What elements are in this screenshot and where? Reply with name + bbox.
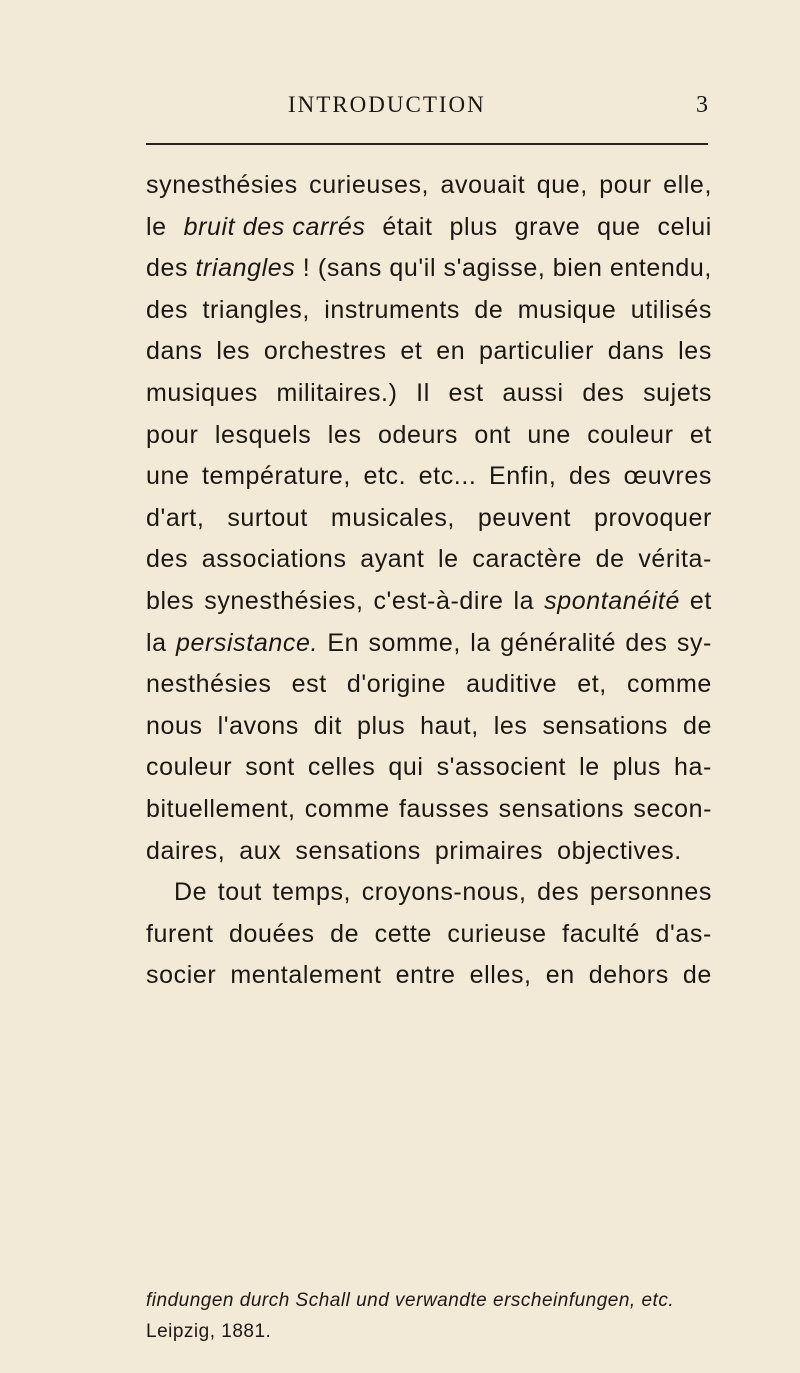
word: sensations (542, 711, 668, 740)
word: aussi (502, 378, 564, 407)
word: socier (146, 961, 217, 990)
text-line (146, 373, 712, 415)
running-header (146, 92, 708, 122)
text-line (146, 498, 712, 540)
body-paragraphs (146, 165, 712, 997)
word: ! (sans (302, 254, 383, 283)
word: les (327, 420, 362, 449)
word: comme (626, 670, 712, 699)
word: militaires.) (276, 378, 398, 407)
word: dans (607, 337, 665, 366)
word: sensations (295, 836, 421, 865)
text-line (146, 955, 712, 997)
word: somme, (368, 628, 461, 657)
word: furent (146, 919, 214, 948)
text-line (146, 831, 712, 873)
text-line (146, 539, 712, 581)
word: des (582, 378, 625, 407)
footnote-title: findungen durch Schall und verwandte erscheinfungen, etc. (146, 1290, 675, 1311)
word: particulier (479, 337, 594, 366)
word: Il (416, 378, 430, 407)
word: utilisés (630, 295, 712, 324)
word: ayant (360, 545, 425, 574)
word: le (438, 545, 459, 574)
word: de (595, 545, 625, 574)
word: triangles, (202, 295, 310, 324)
word: curieuse (447, 919, 547, 948)
word: personnes (589, 878, 712, 907)
word: des (146, 545, 189, 574)
word: une (527, 420, 571, 449)
word: elles, (469, 961, 532, 990)
word: cette (374, 919, 432, 948)
text-line (146, 248, 712, 290)
word: celui (657, 212, 712, 241)
word: le (579, 753, 600, 782)
footnote-imprint: Leipzig, 1881. (146, 1321, 272, 1342)
word: dans (146, 337, 203, 366)
word: caractère (472, 545, 582, 574)
word: des (537, 878, 580, 907)
word: ont (474, 420, 511, 449)
word: d'art, (146, 503, 205, 532)
page-number: 3 (696, 92, 708, 118)
word: le (146, 212, 167, 241)
word: qu'il (389, 254, 437, 283)
word: c'est-à-dire (373, 586, 504, 615)
word: de (474, 295, 504, 324)
word: dehors (588, 961, 669, 990)
word: qui (388, 753, 424, 782)
word: la (470, 628, 491, 657)
word: de (330, 919, 360, 948)
running-title: INTRODUCTION (288, 92, 486, 117)
word: En (327, 628, 360, 657)
word: associations (201, 545, 347, 574)
word: une (146, 462, 190, 491)
word: objectives. (557, 836, 682, 865)
word: couleur (587, 420, 674, 449)
word: et (400, 337, 423, 366)
text-line (146, 914, 712, 956)
word: sont (245, 753, 295, 782)
word: les (216, 337, 251, 366)
word: bien (552, 254, 603, 283)
word: Enfin, (488, 462, 557, 491)
text-line (146, 581, 712, 623)
text-line (146, 872, 712, 914)
word: celles (307, 753, 376, 782)
text-line (146, 207, 712, 249)
word: la (513, 586, 535, 615)
word: surtout (227, 503, 308, 532)
word: s'agisse, (443, 254, 546, 283)
word: des (146, 254, 189, 283)
word: primaires (434, 836, 544, 865)
text-line (146, 331, 712, 373)
word: orchestres (263, 337, 387, 366)
word: mentalement (230, 961, 382, 990)
footnote-line (146, 1316, 716, 1347)
word: est (291, 670, 327, 699)
word: en (436, 337, 466, 366)
word: musiques (146, 378, 258, 407)
text-line (146, 706, 712, 748)
word: sy- (676, 628, 712, 657)
word: musicales, (330, 503, 455, 532)
word: elle, (663, 171, 712, 199)
word: grave (514, 212, 581, 241)
word: de (682, 961, 712, 990)
footnote-line (146, 1285, 716, 1316)
word: et (689, 586, 712, 615)
word: avouait (440, 171, 526, 199)
word: couleur (146, 753, 233, 782)
word: entre (395, 961, 456, 990)
word: peuvent (477, 503, 572, 532)
word: auditive (466, 670, 558, 699)
footnote (146, 1285, 716, 1347)
word: en (545, 961, 575, 990)
text-line (146, 623, 712, 665)
word: provoquer (594, 503, 712, 532)
word: nous (146, 711, 203, 740)
word: pour (599, 171, 652, 199)
word: que (597, 212, 641, 241)
word: croyons-nous, (361, 878, 527, 907)
word: la (146, 628, 167, 657)
word: s'associent (436, 753, 567, 782)
word: triangles (195, 254, 296, 283)
word: synesthésies (146, 171, 298, 199)
word: les (493, 711, 528, 740)
word: œuvres (623, 462, 712, 491)
word: instruments (324, 295, 461, 324)
word: plus (612, 753, 661, 782)
word: et (689, 420, 712, 449)
word: etc. (363, 462, 407, 491)
word: température, (202, 462, 351, 491)
word: sujets (643, 378, 712, 407)
word: entendu, (609, 254, 712, 283)
word: tout (217, 878, 262, 907)
word: lesquels (214, 420, 312, 449)
text-line (146, 165, 712, 207)
word: d'origine (346, 670, 447, 699)
word: que, (536, 171, 588, 199)
header-rule (146, 143, 708, 145)
word: faculté (562, 919, 641, 948)
word: temps, (272, 878, 352, 907)
word: persistance. (176, 628, 318, 657)
word: nesthésies (146, 670, 272, 699)
word: etc... (418, 462, 477, 491)
word: pour (146, 420, 199, 449)
word: des (568, 462, 612, 491)
word: haut, (420, 711, 479, 740)
word: est (448, 378, 484, 407)
word: daires, (146, 836, 226, 865)
word: aux (239, 836, 282, 865)
word: des (146, 295, 189, 324)
word: curieuses, (309, 171, 430, 199)
word: dit (313, 711, 342, 740)
word: l'avons (217, 711, 299, 740)
word: plus (449, 212, 498, 241)
word: et, (577, 670, 607, 699)
text-line (146, 290, 712, 332)
word: comme (304, 794, 390, 823)
word: plus (356, 711, 406, 740)
word: synesthésies, (204, 586, 364, 615)
word: d'as- (655, 919, 712, 948)
word: généralité (500, 628, 617, 657)
word: bituellement, (146, 794, 296, 823)
word: vérita- (638, 545, 712, 574)
word: fausses (399, 794, 490, 823)
word: musique (517, 295, 617, 324)
word: bles (146, 586, 195, 615)
text-line (146, 789, 712, 831)
text-line (146, 456, 712, 498)
word: ha- (674, 753, 712, 782)
word: sensations (498, 794, 625, 823)
word: était (382, 212, 433, 241)
word: spontanéité (544, 586, 680, 615)
word: secon- (633, 794, 712, 823)
word: douées (229, 919, 315, 948)
word: de (682, 711, 712, 740)
text-line (146, 747, 712, 789)
word: les (678, 337, 712, 366)
word: De (174, 878, 208, 907)
word: odeurs (377, 420, 458, 449)
text-line (146, 664, 712, 706)
text-line (146, 415, 712, 457)
word: des (625, 628, 668, 657)
word: bruit des carrés (183, 212, 366, 241)
